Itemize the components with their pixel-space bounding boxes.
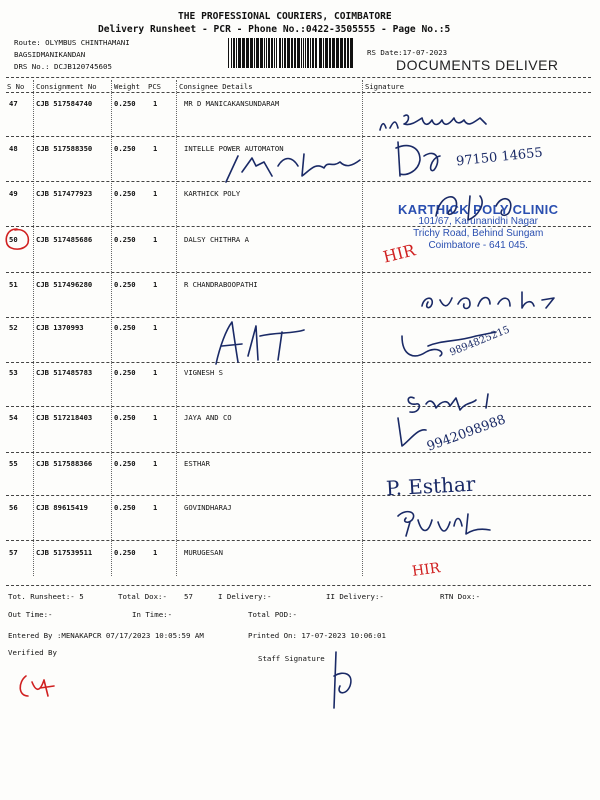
- signature-row47: [376, 108, 496, 136]
- row-pcs: 1: [153, 548, 158, 557]
- row-consignee: R CHANDRABOOPATHI: [184, 280, 258, 289]
- entered-by: Entered By :MENAKAPCR 07/17/2023 10:05:59 AM: [8, 631, 204, 640]
- rs-date: RS Date:17-07-2023: [367, 48, 448, 57]
- row-weight: 0.250: [114, 548, 136, 557]
- row-pcs: 1: [153, 280, 158, 289]
- runsheet-title: Delivery Runsheet - PCR - Phone No.:0422-3505555 - Page No.:5: [98, 24, 451, 35]
- signature-row56: [392, 506, 502, 542]
- row-cno: CJB 89615419: [36, 503, 88, 512]
- row-cno: CJB 517584740: [36, 99, 93, 108]
- row-weight: 0.250: [114, 323, 136, 332]
- verified-by: Verified By: [8, 648, 57, 657]
- row-consignee: MURUGESAN: [184, 548, 223, 557]
- row-weight: 0.250: [114, 99, 136, 108]
- row-cno: CJB 517496280: [36, 280, 93, 289]
- row-weight: 0.250: [114, 189, 136, 198]
- row-cno: CJB 517588366: [36, 459, 93, 468]
- row-pcs: 1: [153, 459, 158, 468]
- signature-row48: [212, 142, 382, 186]
- drs-number: DRS No.: DCJB120745605: [14, 62, 112, 71]
- row-pcs: 1: [153, 503, 158, 512]
- col-consignment: Consignment No: [36, 82, 97, 91]
- row-sno: 56: [9, 503, 18, 512]
- i-delivery: I Delivery:-: [218, 592, 272, 601]
- row-sno: 53: [9, 368, 18, 377]
- row-weight: 0.250: [114, 144, 136, 153]
- out-time: Out Time:-: [8, 610, 53, 619]
- row-consignee: ESTHAR: [184, 459, 210, 468]
- row-cno: CJB 517485686: [36, 235, 93, 244]
- hir-mark-row57: HIR: [411, 560, 442, 580]
- col-consignee: Consignee Details: [179, 82, 253, 91]
- route: Route: OLYMBUS CHINTHAMANI: [14, 38, 130, 47]
- row-sno: 54: [9, 413, 18, 422]
- row-pcs: 1: [153, 413, 158, 422]
- ii-delivery: II Delivery:-: [326, 592, 384, 601]
- row-weight: 0.250: [114, 280, 136, 289]
- row-weight: 0.250: [114, 503, 136, 512]
- staff-signature-label: Staff Signature: [258, 654, 325, 663]
- col-signature: Signature: [365, 82, 404, 91]
- hir-mark-row50: HIR: [381, 240, 418, 267]
- row-consignee: KARTHICK POLY: [184, 189, 241, 198]
- row-cno: CJB 517485783: [36, 368, 93, 377]
- row-pcs: 1: [153, 99, 158, 108]
- handwritten-phone-row54: 9942098988: [424, 412, 508, 455]
- row-pcs: 1: [153, 323, 158, 332]
- delivery-boy: BAGSIDMANIKANDAN: [14, 50, 86, 59]
- row-pcs: 1: [153, 235, 158, 244]
- handwritten-phone-row48: 97150 14655: [455, 145, 544, 170]
- col-weight: Weight: [114, 82, 140, 91]
- col-sno: S No: [7, 82, 25, 91]
- clinic-address2: Trichy Road, Behind Sungam: [413, 228, 544, 239]
- row-sno: 47: [9, 99, 18, 108]
- row-sno: 50: [9, 235, 18, 244]
- printed-on: Printed On: 17-07-2023 10:06:01: [248, 631, 386, 640]
- row-sno: 51: [9, 280, 18, 289]
- row-sno: 49: [9, 189, 18, 198]
- signature-row48-stamp-scribble: [390, 138, 450, 182]
- row-sno: 52: [9, 323, 18, 332]
- signature-row52-left: [206, 316, 326, 368]
- row-sno: 55: [9, 459, 18, 468]
- row-sno: 48: [9, 144, 18, 153]
- row-cno: CJB 517218403: [36, 413, 93, 422]
- col-pcs: PCS: [148, 82, 161, 91]
- row-consignee: DALSY CHITHRA A: [184, 235, 249, 244]
- row-consignee: VIGNESH S: [184, 368, 223, 377]
- handwritten-name-row55: P. Esthar: [385, 471, 476, 501]
- red-circle-mark: [3, 226, 31, 252]
- total-dox-label: Total Dox:-: [118, 592, 167, 601]
- row-weight: 0.250: [114, 413, 136, 422]
- row-consignee: GOVINDHARAJ: [184, 503, 232, 512]
- row-cno: CJB 517588350: [36, 144, 93, 153]
- signature-row49: [430, 186, 550, 226]
- clinic-address3: Coimbatore - 641 045.: [428, 240, 528, 251]
- clinic-name: KARTHICK POLY CLINIC: [398, 202, 559, 217]
- row-consignee: JAYA AND CO: [184, 413, 232, 422]
- clinic-address1: 101/67, Karunanidhi Nagar: [418, 216, 538, 227]
- row-pcs: 1: [153, 189, 158, 198]
- verified-signature: [14, 668, 58, 704]
- staff-signature: [328, 646, 368, 716]
- row-cno: CJB 1370993: [36, 323, 84, 332]
- handwritten-phone-row52: 9894825215: [448, 324, 512, 359]
- row-weight: 0.250: [114, 459, 136, 468]
- row-pcs: 1: [153, 144, 158, 153]
- in-time: In Time:-: [132, 610, 173, 619]
- row-weight: 0.250: [114, 368, 136, 377]
- signature-row51: [418, 286, 568, 316]
- row-pcs: 1: [153, 368, 158, 377]
- total-runsheet: Tot. Runsheet:- 5: [8, 592, 84, 601]
- total-pod: Total POD:-: [248, 610, 297, 619]
- row-consignee: MR D MANICAKANSUNDARAM: [184, 99, 280, 108]
- row-cno: CJB 517539511: [36, 548, 93, 557]
- row-weight: 0.250: [114, 235, 136, 244]
- rtn-dox: RTN Dox:-: [440, 592, 481, 601]
- total-dox-value: 57: [184, 592, 193, 601]
- documents-delivered-stamp: DOCUMENTS DELIVER: [396, 57, 559, 73]
- barcode: [228, 38, 358, 72]
- row-sno: 57: [9, 548, 18, 557]
- row-consignee: INTELLE POWER AUTOMATON: [184, 144, 284, 153]
- company-title: THE PROFESSIONAL COURIERS, COIMBATORE: [178, 11, 392, 22]
- row-cno: CJB 517477923: [36, 189, 93, 198]
